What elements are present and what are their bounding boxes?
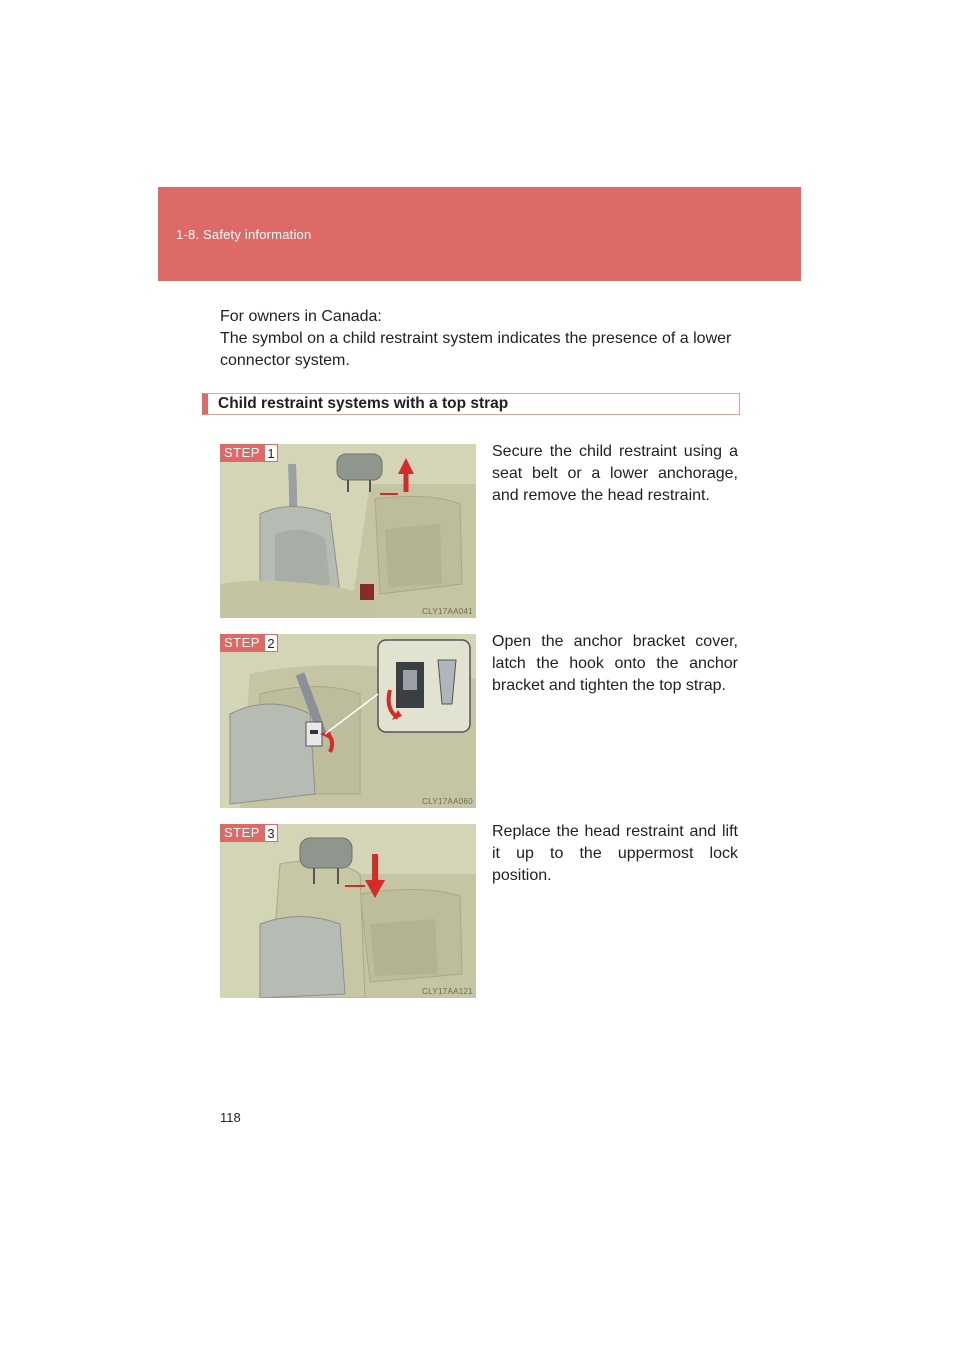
step-2-text: Open the anchor bracket cover, latch the hook onto the anchor bracket and tighten the top strap.	[492, 633, 738, 694]
intro-line-2: The symbol on a child restraint system indicates the presence of a lower connector system.	[220, 330, 732, 369]
seat-illustration	[220, 444, 476, 618]
step-3-text: Replace the head restraint and lift it up to the uppermost lock position.	[492, 823, 738, 884]
step-badge-label: STEP	[220, 634, 264, 652]
section-heading-text: Child restraint systems with a top strap	[218, 395, 509, 412]
step-badge-number: 2	[264, 634, 278, 652]
figure-code: CLY17AA121	[422, 987, 473, 996]
intro-text	[220, 306, 740, 372]
intro-line-1: For owners in Canada:	[220, 308, 382, 325]
step-1-text: Secure the child restraint using a seat belt or a lower anchorage, and remove the head restraint.	[492, 443, 738, 504]
header-band	[158, 187, 801, 281]
step-badge-number: 3	[264, 824, 278, 842]
step-badge-number: 1	[264, 444, 278, 462]
figure-code: CLY17AA060	[422, 797, 473, 806]
page-number: 118	[220, 1110, 241, 1125]
step-badge-label: STEP	[220, 824, 264, 842]
step-2-illustration	[220, 634, 476, 808]
step-3-illustration	[220, 824, 476, 998]
step-3-badge	[220, 824, 278, 842]
figure-code: CLY17AA041	[422, 607, 473, 616]
section-title: 1-8. Safety information	[176, 227, 312, 242]
step-badge-label: STEP	[220, 444, 264, 462]
step-1-badge	[220, 444, 278, 462]
anchor-bracket-illustration	[220, 634, 476, 808]
step-1-illustration	[220, 444, 476, 618]
step-2-badge	[220, 634, 278, 652]
section-heading	[202, 393, 740, 415]
head-restraint-illustration	[220, 824, 476, 998]
